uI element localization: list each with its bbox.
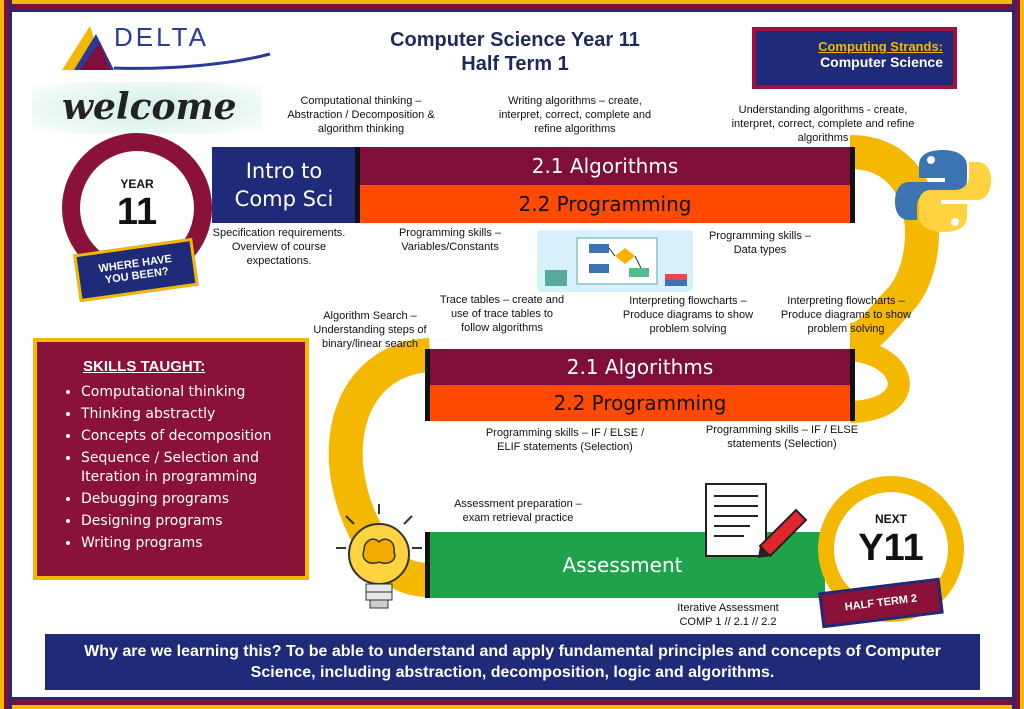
welcome-text: welcome [62,86,237,128]
intro-comp-sci-box: Intro to Comp Sci [212,147,356,223]
paper-pencil-icon [700,480,810,560]
python-logo-icon [893,146,993,236]
lightbulb-brain-icon [334,500,424,618]
year-badge-small: YEAR [120,177,154,191]
flowchart-illustration [537,230,693,292]
row2-programming-box: 2.2 Programming [430,385,850,421]
note-iterative-assessment: Iterative Assessment COMP 1 // 2.1 // 2.2 [677,602,779,628]
next-badge-small: NEXT [874,512,907,526]
computing-strands-box [752,27,957,89]
note-data-types: Programming skills – Data types [708,230,812,256]
why-learning-footer: Why are we learning this? To be able to understand and apply fundamental principles and concepts of Computer Science, including abstraction, decomposition, logic and algorithms. [45,634,980,690]
welcome-banner [32,82,262,134]
row1-programming-box: 2.2 Programming [360,185,850,223]
skills-taught-panel [33,338,309,580]
skills-title: SKILLS TAUGHT: [83,358,206,375]
delta-logo-text: DELTA [114,22,209,52]
strands-value: Computer Science [820,54,943,70]
page-title: Computer Science Year 11 Half Term 1 [390,29,640,75]
where-have-you-been-tag: WHERE HAVE YOU BEEN? [73,238,199,302]
note-selection-else: Programming skills – IF / ELSE statements (Selection) [705,424,859,450]
skill-item: • Concepts of decomposition [81,427,305,446]
row1-algorithms-box: 2.1 Algorithms [360,147,850,185]
note-understanding-algorithms: Understanding algorithms - create, interpret, correct, complete and refine algorithms [731,104,915,144]
strands-label: Computing Strands: [818,39,943,54]
skills-list [37,383,305,553]
skill-item: • Designing programs [81,512,305,531]
year-badge-big: 11 [116,191,158,233]
skill-item: • Writing programs [81,534,305,553]
note-flowcharts-1: Interpreting flowcharts – Produce diagrams to show problem solving [622,295,754,335]
note-assessment-prep: Assessment preparation – exam retrieval practice [454,498,582,524]
note-selection-elif: Programming skills – IF / ELSE / ELIF statements (Selection) [485,427,645,453]
note-trace-tables: Trace tables – create and use of trace tables to follow algorithms [439,294,565,334]
assessment-box: Assessment [430,532,825,598]
note-specification: Specification requirements. Overview of course expectations. [212,227,346,267]
delta-logo [52,22,267,74]
half-term-2-tag: HALF TERM 2 [818,578,943,629]
note-writing-algorithms: Writing algorithms – create, interpret, correct, complete and refine algorithms [498,95,652,135]
skill-item: • Debugging programs [81,490,305,509]
skill-item: • Sequence / Selection and Iteration in programming [81,449,305,487]
note-variables: Programming skills – Variables/Constants [398,227,502,253]
note-computational-thinking: Computational thinking – Abstraction / Decomposition & algorithm thinking [287,95,435,135]
skill-item: • Thinking abstractly [81,405,305,424]
row2-algorithms-box: 2.1 Algorithms [430,349,850,385]
note-flowcharts-2: Interpreting flowcharts – Produce diagrams to show problem solving [780,295,912,335]
note-algorithm-search: Algorithm Search – Understanding steps of binary/linear search [313,310,427,350]
next-badge-big: Y11 [858,527,924,569]
skill-item: • Computational thinking [81,383,305,402]
